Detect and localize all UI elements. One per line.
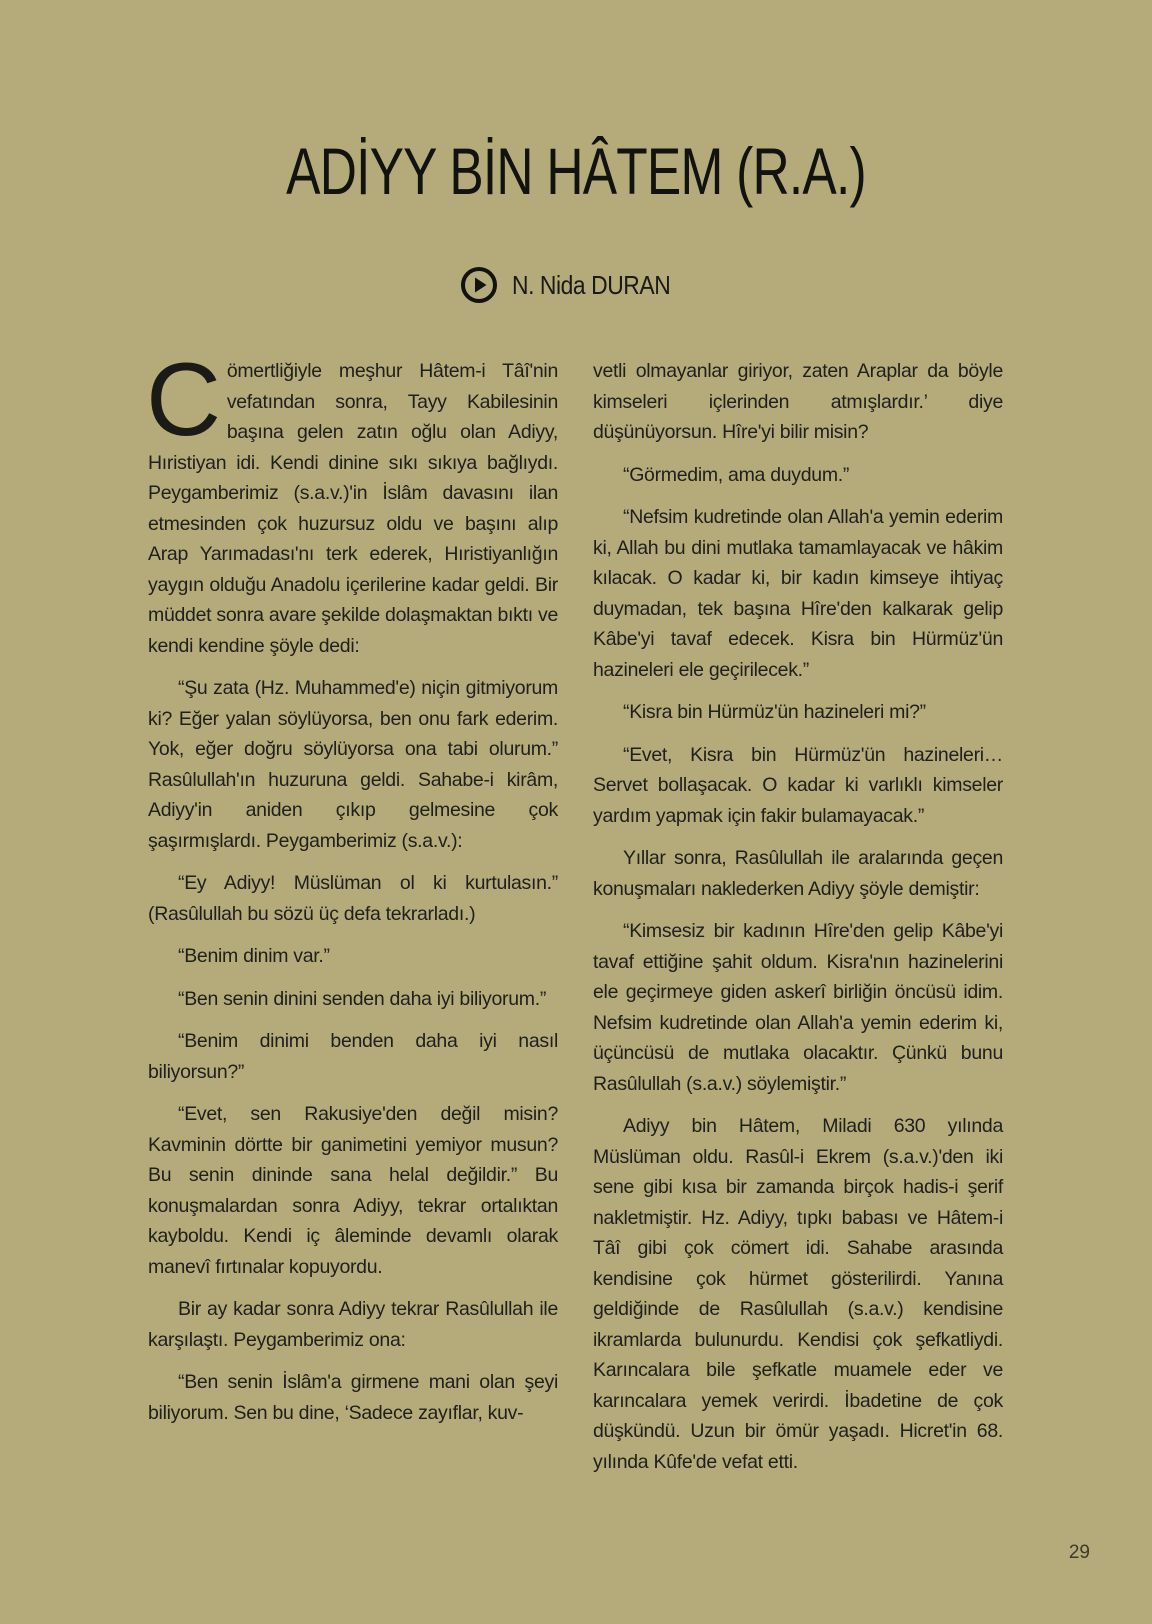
paragraph: Yıllar sonra, Rasûlullah ile aralarında geçen konuşmaları naklederken Adiyy şöyle demiştir: <box>593 847 1003 900</box>
paragraph: “Evet, sen Rakusiye'den değil misin? Kavminin dörtte bir ganimetini yemiyor musun? Bu senin dininde sana helal değildir.” Bu konuşmalardan sonra Adiyy, tekrar ortalıktan kayboldu. Kendi iç âleminde devamlı olarak manevî fırtınalar kopuyordu. <box>148 1103 558 1278</box>
paragraph: “Benim dinimi benden daha iyi nasıl biliyorsun?” <box>148 1030 558 1083</box>
paragraph: “Ey Adiyy! Müslüman ol ki kurtulasın.” (Rasûlullah bu sözü üç defa tekrarladı.) <box>148 872 558 925</box>
paragraph: “Görmedim, ama duydum.” <box>623 463 850 486</box>
paragraph: Bir ay kadar sonra Adiyy tekrar Rasûlullah ile karşılaştı. Peygamberimiz ona: <box>148 1298 558 1351</box>
paragraph: “Kimsesiz bir kadının Hîre'den gelip Kâbe'yi tavaf ettiğine şahit oldum. Kisra'nın hazinelerini ele geçirmeye giden askerî birliğin öncüsü idim. Nefsim kudretinde olan Allah'a yemin ederim ki, üçüncüsü de mutlaka olacaktır. Çünkü bunu Rasûlullah (s.a.v.) söylemiştir.” <box>593 920 1003 1095</box>
paragraph: “Ben senin İslâm'a girmene mani olan şeyi biliyorum. Sen bu dine, ‘Sadece zayıflar, kuv- <box>148 1371 558 1424</box>
left-column <box>146 342 558 1440</box>
paragraph: “Nefsim kudretinde olan Allah'a yemin ederim ki, Allah bu dini mutlaka tamamlayacak ve hâkim kılacak. O kadar ki, bir kadın kimseye ihtiyaç duymadan, tek başına Hîre'den kalkarak gelip Kâbe'yi tavaf edecek. Kisra bin Hürmüz'ün hazineleri ele geçirilecek.” <box>593 506 1003 681</box>
paragraph: “Ben senin dinini senden daha iyi biliyorum.” <box>178 987 547 1010</box>
paragraph: “Evet, Kisra bin Hürmüz'ün hazineleri… Servet bollaşacak. O kadar ki varlıklı kimseler yardım yapmak için fakir bulamayacak.” <box>593 743 1003 827</box>
paragraph: “Benim dinim var.” <box>178 945 330 967</box>
paragraph: “Şu zata (Hz. Muhammed'e) niçin gitmiyorum ki? Eğer yalan söylüyorsa, ben onu fark ederim. Yok, eğer doğru söylüyorsa ona tabi olurum.” Rasûlullah'ın huzuruna geldi. Sahabe-i kirâm, Adiyy'in aniden çıkıp gelmesine çok şaşırmışlardı. Peygamberimiz (s.a.v.): <box>148 677 558 852</box>
paragraph <box>146 342 558 661</box>
right-column <box>593 356 1003 1489</box>
paragraph: vetli olmayanlar giriyor, zaten Araplar da böyle kimseleri içlerinden atmışlardır.’ diye düşünüyorsun. Hîre'yi bilir misin? <box>593 360 1003 443</box>
paragraph: “Kisra bin Hürmüz'ün hazineleri mi?” <box>623 701 926 723</box>
drop-cap: C <box>146 342 221 458</box>
author-name: N. Nida DURAN <box>512 269 671 300</box>
page-number: 29 <box>1068 1542 1090 1563</box>
paragraph: Adiyy bin Hâtem, Miladi 630 yılında Müslüman oldu. Rasûl-i Ekrem (s.a.v.)'den iki sene gibi kısa bir zamanda birçok hadis-i şerif nakletmiştir. Hz. Adiyy, tıpkı babası ve Hâtem-i Tâî gibi çok cömert idi. Sahabe arasında kendisine çok hürmet gösterilirdi. Yanına geldiğinde de Rasûlullah (s.a.v.) kendisine ikramlarda bulunurdu. Kendisi çok şefkatliydi. Karıncalara bile şefkatle muamele eder ve karıncalara yemek verirdi. İbadetine de çok düşkündü. Uzun bir ömür yaşadı. Hicret'in 68. yılında Kûfe'de vefat etti. <box>593 1115 1003 1473</box>
play-circle-icon <box>460 266 498 304</box>
paragraph-text: ömertliğiyle meşhur Hâtem-i Tâî'nin vefatından sonra, Tayy Kabilesinin başına gelen zatın oğlu olan Adiyy, Hıristiyan idi. Kendi dinine sıkı sıkıya bağlıydı. Peygamberimiz (s.a.v.)'in İslâm davasını ilan etmesinden çok huzursuz oldu ve başını alıp Arap Yarımadası'nı terk ederek, Hıristiyanlığın yaygın olduğu Anadolu içerilerine kadar geldi. Bir müddet sonra avare şekilde dolaşmaktan bıktı ve kendi kendine şöyle dedi: <box>148 360 558 657</box>
article-title: ADİYY BİN HÂTEM (R.A.) <box>286 134 866 208</box>
byline <box>0 266 1152 304</box>
